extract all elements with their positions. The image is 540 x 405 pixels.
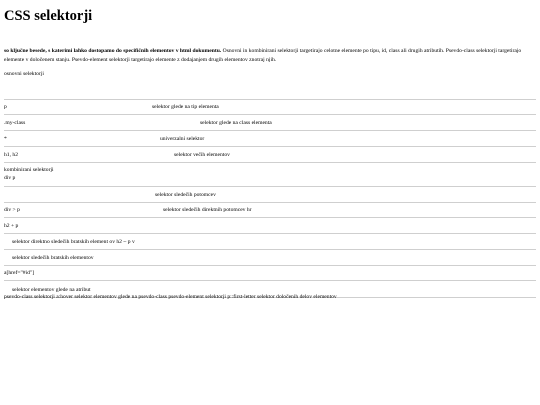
intro-text: Osnovni in kombinirani selektorji targetirajo celotne elemente po tipu, id, class ali drugih atributih. Psevdo-class selektorji targetirajo elemente v določenem stanju. Psevdo-element selektorji targetirajo elemente z dodajanjem drugih elementov znotraj njih. [4, 48, 522, 63]
table-row [4, 100, 536, 115]
page-title: CSS selektorji [4, 8, 93, 24]
description-cell: selektor sledečih potomcev [155, 192, 216, 198]
table-row [4, 250, 536, 266]
description-cell: selektor elementov glede na atribut [12, 287, 91, 293]
selector-cell: h2 + p [4, 223, 19, 229]
description-cell: selektor glede na tip elementa [152, 104, 219, 110]
intro-bold-text: so ključne besede, s katerimi lahko dostopamo do specifičnih elementov v html dokumentu. [4, 48, 222, 54]
table-row [4, 218, 536, 234]
description-cell: selektor direktno sledečih bratskih element ov h2 ~ p v [12, 239, 135, 245]
table-row [4, 203, 536, 218]
selector-table [4, 99, 536, 298]
description-cell: selektor sledečih bratskih elementov [12, 255, 94, 261]
table-row [4, 266, 536, 281]
description-cell: selektor glede na class elementa [200, 120, 272, 126]
selector-cell: .my-class [4, 120, 26, 126]
selector-cell: div > p [4, 207, 20, 213]
description-cell: selektor večih elementov [174, 152, 230, 158]
table-row [4, 115, 536, 131]
section-subtitle: osnovni selektorji [4, 71, 44, 77]
selector-cell: div p [4, 175, 16, 181]
selector-group-heading: kombinirani selektorji [4, 167, 54, 173]
intro-paragraph [4, 47, 534, 64]
table-row [4, 147, 536, 163]
selector-cell: a[href="#id"] [4, 270, 35, 276]
pseudo-selectors-text: psevdo-class selektorji a:hover selektor elementov glede na psevdo-class psevdo-element selektorji p::first-letter selektor določenih delov elementov [4, 294, 337, 300]
table-row [4, 163, 536, 187]
description-cell: selektor sledečih direktnih potomcev hr [163, 207, 252, 213]
selector-cell: h1, h2 [4, 152, 18, 158]
selector-cell: * [4, 136, 7, 142]
table-row [4, 187, 536, 203]
table-row [4, 131, 536, 147]
description-cell: univerzalni selektor [160, 136, 205, 142]
table-row [4, 234, 536, 250]
selector-cell: p [4, 104, 7, 110]
